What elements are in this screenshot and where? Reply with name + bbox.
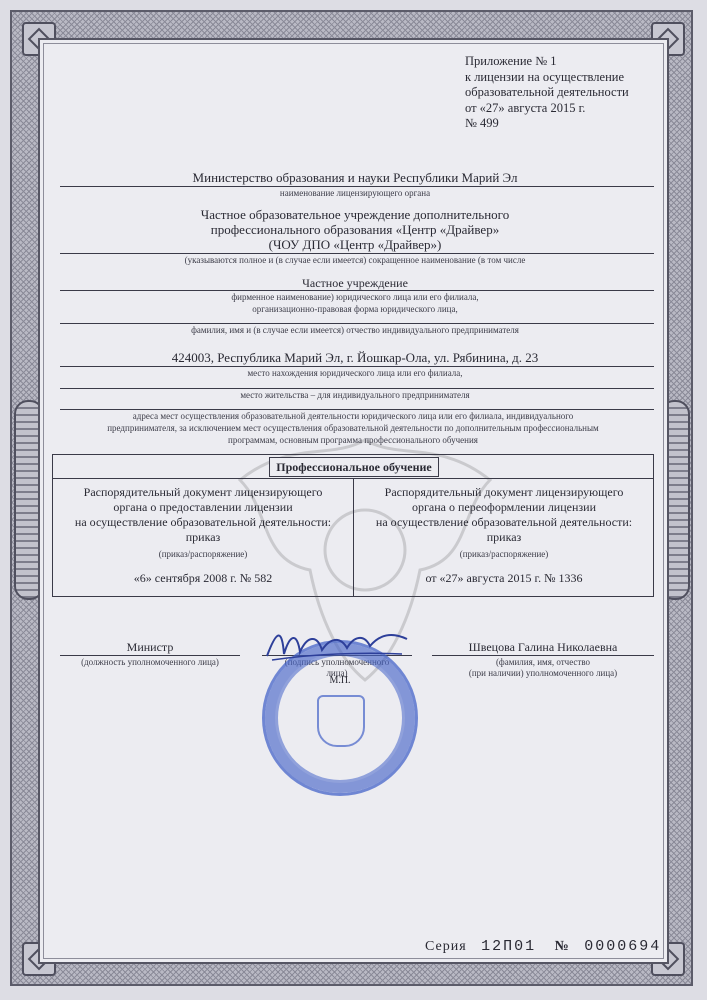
left-doc-caption: (приказ/распоряжение) bbox=[158, 549, 248, 559]
authority-name: Министерство образования и науки Республики Марий Эл bbox=[192, 170, 518, 185]
field-line bbox=[60, 388, 654, 389]
annex-title: Приложение № 1 bbox=[465, 54, 557, 68]
right-doc-type: приказ bbox=[486, 530, 522, 544]
table-heading: Профессиональное обучение bbox=[269, 457, 439, 477]
field-line bbox=[60, 253, 654, 254]
legal-form-caption-1: фирменное наименование) юридического лица или его филиала, bbox=[231, 292, 479, 302]
organization-line-2: профессионального образования «Центр «Драйвер» bbox=[210, 222, 500, 237]
authority-caption: наименование лицензирующего органа bbox=[279, 188, 431, 198]
signatory-name: Швецова Галина Николаевна bbox=[468, 640, 618, 654]
form-number: 0000694 bbox=[584, 938, 662, 955]
name-caption-2: (при наличии) уполномоченного лица) bbox=[468, 668, 618, 678]
addresses-caption-1: адреса мест осуществления образовательной деятельности юридического лица или его филиала, индивидуального bbox=[132, 411, 574, 421]
right-doc-caption: (приказ/распоряжение) bbox=[459, 549, 549, 559]
left-doc-line: Распорядительный документ лицензирующего bbox=[83, 485, 323, 499]
annex-date: от «27» августа 2015 г. bbox=[465, 100, 586, 115]
location-caption-1: место нахождения юридического лица или его филиала, bbox=[247, 368, 463, 378]
signatory-position: Министр bbox=[126, 640, 174, 654]
left-doc-line: органа о предоставлении лицензии bbox=[113, 500, 293, 514]
left-doc-line: на осуществление образовательной деятельности: bbox=[74, 515, 332, 529]
handwritten-signature bbox=[262, 624, 412, 664]
form-serial bbox=[425, 938, 661, 955]
field-line bbox=[60, 409, 654, 410]
series-label: Серия bbox=[425, 939, 467, 954]
right-doc-line: на осуществление образовательной деятельности: bbox=[375, 515, 633, 529]
position-caption: (должность уполномоченного лица) bbox=[81, 657, 219, 667]
right-column bbox=[354, 485, 654, 545]
seal-label: М.П. bbox=[329, 675, 351, 686]
addresses-caption-3: программам, основным программа профессионального обучения bbox=[228, 435, 478, 445]
field-line bbox=[60, 655, 240, 656]
right-doc-line: органа о переоформлении лицензии bbox=[411, 500, 596, 514]
orders-table bbox=[52, 454, 654, 597]
field-line bbox=[60, 323, 654, 324]
annex-number: № 499 bbox=[465, 116, 499, 130]
number-sign: № bbox=[554, 939, 570, 954]
field-line bbox=[432, 655, 654, 656]
field-line bbox=[60, 290, 654, 291]
name-caption-1: (фамилия, имя, отчество bbox=[495, 657, 591, 667]
location-address: 424003, Республика Марий Эл, г. Йошкар-Ола, ул. Рябинина, д. 23 bbox=[171, 350, 539, 365]
legal-form-caption-2: организационно-правовая форма юридического лица, bbox=[252, 304, 458, 314]
annex-line: образовательной деятельности bbox=[465, 85, 629, 99]
location-caption-2: место жительства – для индивидуального предпринимателя bbox=[240, 390, 470, 400]
addresses-caption-2: предпринимателя, за исключением мест осуществления образовательной деятельности по дополнительным профессиональным bbox=[107, 423, 599, 433]
left-doc-date: «6» сентября 2008 г. № 582 bbox=[133, 571, 273, 585]
series-code: 12П01 bbox=[481, 938, 537, 955]
left-doc-type: приказ bbox=[185, 530, 221, 544]
organization-caption: (указываются полное и (в случае если имеется) сокращенное наименование (в том числе bbox=[184, 255, 526, 265]
organization-line-1: Частное образовательное учреждение дополнительного bbox=[200, 207, 510, 222]
left-column bbox=[53, 485, 353, 545]
legal-form: Частное учреждение bbox=[302, 276, 408, 290]
entrepreneur-caption: фамилия, имя и (в случае если имеется) отчество индивидуального предпринимателя bbox=[191, 325, 519, 335]
signature-caption-2: лица) bbox=[326, 668, 348, 678]
annex-header bbox=[465, 54, 629, 132]
annex-line: к лицензии на осуществление bbox=[465, 69, 624, 84]
field-line bbox=[60, 186, 654, 187]
organization-short-name: (ЧОУ ДПО «Центр «Драйвер») bbox=[268, 237, 442, 252]
signature-caption: (подпись уполномоченного bbox=[284, 657, 390, 667]
field-line bbox=[60, 366, 654, 367]
right-doc-line: Распорядительный документ лицензирующего bbox=[384, 485, 624, 499]
right-doc-date: от «27» августа 2015 г. № 1336 bbox=[425, 571, 583, 585]
coat-of-arms-icon bbox=[317, 695, 365, 747]
